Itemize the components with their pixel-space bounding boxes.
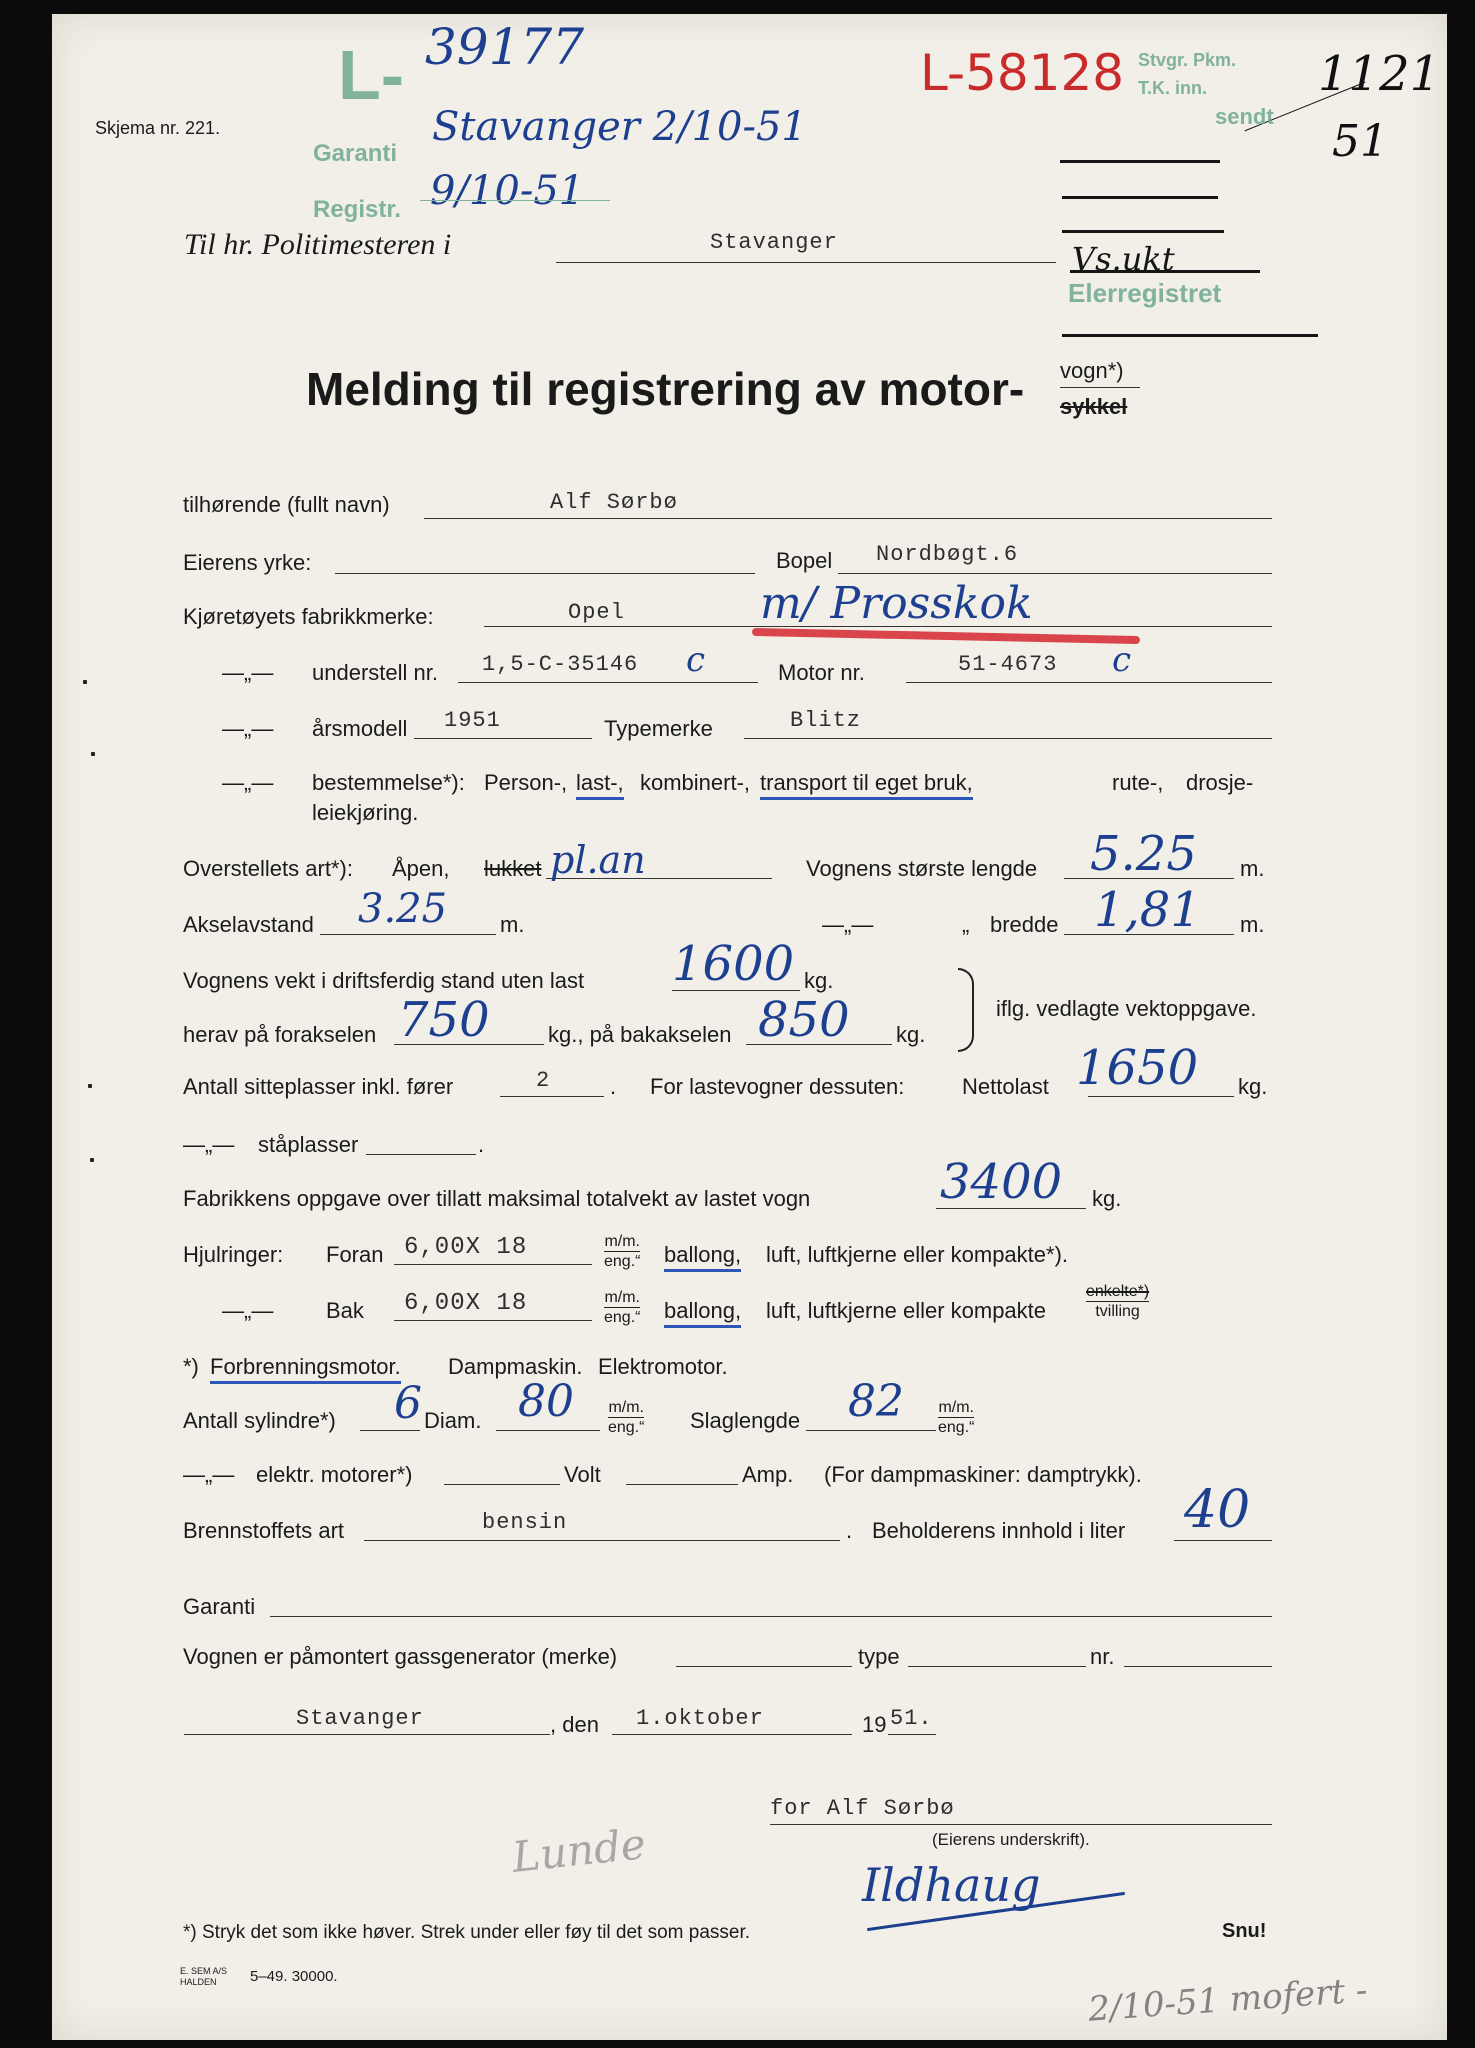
- purpose-line2: leiekjøring.: [312, 800, 419, 825]
- tyres-front-line: [394, 1264, 592, 1265]
- occupation-line: [335, 573, 755, 574]
- signature-typed: for Alf Sørbø: [770, 1796, 955, 1821]
- engine-opt-combustion: Forbrenningsmotor.: [210, 1354, 401, 1384]
- diam-unit-mm: m/m.: [608, 1399, 644, 1416]
- electric-label: elektr. motorer*): [256, 1462, 413, 1487]
- tyres-rear-opt-single: enkelte*): [1086, 1283, 1150, 1300]
- front-axle-label: herav på forakselen: [183, 1022, 377, 1047]
- fuel-dot: .: [846, 1518, 853, 1543]
- width-unit: m.: [1240, 912, 1265, 937]
- date-value: 1.oktober: [636, 1706, 764, 1731]
- margin-speck: [88, 1084, 92, 1088]
- standing-label: ståplasser: [258, 1132, 359, 1157]
- tyres-rear-value: 6,00X 18: [404, 1290, 528, 1317]
- gasgen-line: [676, 1666, 852, 1667]
- purpose-opt-last: last-,: [576, 770, 624, 800]
- tyres-rear-prefix: —„—: [222, 1298, 274, 1323]
- netload-unit: kg.: [1238, 1074, 1268, 1099]
- tyres-rear-opt-twin: tvilling: [1095, 1303, 1140, 1320]
- tyres-rear-unit-eng: eng.“: [604, 1309, 641, 1326]
- rear-axle-value: 850: [758, 992, 850, 1048]
- chassis-mark: c: [686, 640, 706, 680]
- standing-dot: .: [478, 1132, 485, 1157]
- purpose-opt-transport: transport til eget bruk,: [760, 770, 973, 800]
- schema-number: Skjema nr. 221.: [95, 118, 221, 138]
- tyres-rear-line: [394, 1320, 592, 1321]
- fuel-value: bensin: [482, 1510, 568, 1535]
- weight-label: Vognens vekt i driftsferdig stand uten last: [183, 968, 585, 993]
- stroke-unit-eng: eng.“: [938, 1419, 975, 1436]
- hand-garanti: Stavanger 2/10-51: [432, 104, 807, 150]
- tyres-label: Hjulringer:: [183, 1242, 284, 1267]
- cylinders-line: [360, 1430, 420, 1431]
- date-den: , den: [550, 1712, 599, 1737]
- owner-value: Alf Sørbø: [550, 490, 678, 515]
- maxweight-value: 3400: [940, 1154, 1063, 1210]
- modelyear-value: 1951: [444, 708, 501, 733]
- signature-faint: Lunde: [509, 1819, 648, 1882]
- red-number: L-58128: [920, 44, 1125, 102]
- width-value: 1,81: [1094, 882, 1201, 938]
- truck-label: For lastevogner dessuten:: [650, 1074, 905, 1099]
- seats-dot: .: [610, 1074, 617, 1099]
- stamp-line: [420, 200, 610, 201]
- title-opt-vogn: vogn*): [1060, 358, 1124, 383]
- body-opt-open: Åpen,: [392, 856, 450, 881]
- body-opt-closed: lukket: [484, 856, 542, 881]
- addressee-value: Stavanger: [710, 230, 838, 255]
- chassis-label: understell nr.: [312, 660, 438, 685]
- chassis-prefix: —„—: [222, 660, 274, 685]
- amp-label: Amp.: [742, 1462, 794, 1487]
- residence-value: Nordbøgt.6: [876, 542, 1019, 567]
- purpose-prefix: —„—: [222, 770, 274, 795]
- bottom-hand: 2/10-51 mofert -: [1086, 1970, 1369, 2030]
- place-value: Stavanger: [296, 1706, 424, 1731]
- tyres-front-unit-eng: eng.“: [604, 1253, 641, 1270]
- addressee-label: Til hr. Politimesteren i: [184, 228, 452, 261]
- length-label: Vognens største lengde: [806, 856, 1038, 881]
- make-hand: m/ Prosskok: [760, 578, 1033, 629]
- tank-label: Beholderens innhold i liter: [872, 1518, 1126, 1543]
- footer-note: *) Stryk det som ikke høver. Strek under eller føy til det som passer.: [183, 1922, 751, 1943]
- body-hand: pl.an: [550, 838, 646, 882]
- diam-unit: [608, 1398, 644, 1437]
- hand-registr: 9/10-51: [430, 168, 585, 214]
- motor-label: Motor nr.: [778, 660, 865, 685]
- tyres-rear-unit-mm: m/m.: [604, 1289, 640, 1306]
- purpose-label: bestemmelse*):: [312, 770, 465, 795]
- purpose-opt-kombinert: kombinert-,: [640, 770, 751, 795]
- signature-caption: (Eierens underskrift).: [932, 1830, 1090, 1849]
- stroke-label: Slaglengde: [690, 1408, 801, 1433]
- owner-line: [424, 518, 1272, 519]
- seats-value: 2: [536, 1068, 551, 1093]
- corner-stamp-2: T.K. inn.: [1138, 78, 1207, 98]
- residence-line: [838, 573, 1272, 574]
- steam-note: (For dampmaskiner: damptrykk).: [824, 1462, 1142, 1487]
- fuel-line: [364, 1540, 840, 1541]
- tyres-front-unit-mm: m/m.: [604, 1233, 640, 1250]
- diam-unit-eng: eng.“: [608, 1419, 645, 1436]
- netload-label: Nettolast: [962, 1074, 1049, 1099]
- tyres-front-pos: Foran: [326, 1242, 384, 1267]
- tyres-front-unit: [604, 1232, 640, 1271]
- modelyear-prefix: —„—: [222, 716, 274, 741]
- margin-strike-4: [1070, 270, 1260, 273]
- length-value: 5.25: [1090, 826, 1197, 882]
- motor-line: [906, 682, 1272, 683]
- volt-label: Volt: [564, 1462, 601, 1487]
- make-value: Opel: [568, 600, 625, 625]
- date-line: [612, 1734, 852, 1735]
- footer-snu: Snu!: [1222, 1920, 1267, 1942]
- owner-label: tilhørende (fullt navn): [183, 492, 390, 517]
- netload-value: 1650: [1076, 1040, 1199, 1096]
- purpose-opt-person: Person-,: [484, 770, 568, 795]
- margin-strike-5: [1062, 334, 1318, 337]
- chassis-value: 1,5-C-35146: [482, 652, 639, 677]
- wheelbase-value: 3.25: [358, 886, 448, 932]
- residence-label: Bopel: [776, 548, 833, 573]
- cylinders-value: 6: [394, 1378, 422, 1429]
- margin-strike-2: [1062, 196, 1218, 199]
- axle-note: iflg. vedlagte vektoppgave.: [996, 996, 1257, 1021]
- tyres-rear-unit: [604, 1288, 640, 1327]
- margin-strike-1: [1060, 160, 1220, 163]
- engine-star: *): [183, 1354, 199, 1379]
- width-quote: „: [962, 912, 970, 937]
- length-unit: m.: [1240, 856, 1265, 881]
- margin-stamp-1: sendt: [1215, 104, 1274, 129]
- tyres-front-ballong: ballong,: [664, 1242, 741, 1272]
- tyres-front-rest: luft, luftkjerne eller kompakte*).: [766, 1242, 1069, 1267]
- printer-name: E. SEM A/S: [180, 1966, 228, 1976]
- maxweight-label: Fabrikkens oppgave over tillatt maksimal totalvekt av lastet vogn: [183, 1186, 811, 1211]
- tyres-front-value: 6,00X 18: [404, 1234, 528, 1261]
- tyres-rear-pos: Bak: [326, 1298, 364, 1323]
- addressee-line: [556, 262, 1056, 263]
- signature-hand: Ildhaug: [862, 1858, 1041, 1912]
- tyres-rear-ballong: ballong,: [664, 1298, 741, 1328]
- tyres-rear-mount: [1086, 1282, 1149, 1321]
- stamp-garanti: Garanti: [313, 140, 398, 167]
- purpose-opt-drosje: drosje-: [1186, 770, 1254, 795]
- width-label: bredde: [990, 912, 1059, 937]
- gasgen-type-label: type: [858, 1644, 900, 1669]
- weight-value: 1600: [672, 936, 795, 992]
- purpose-opt-rute: rute-,: [1112, 770, 1164, 795]
- margin-stamp-2: Elerregistret: [1068, 278, 1222, 308]
- cylinders-label: Antall sylindre*): [183, 1408, 336, 1433]
- typemark-line: [744, 738, 1272, 739]
- stroke-unit: [938, 1398, 974, 1437]
- typemark-label: Typemerke: [604, 716, 713, 741]
- weight-unit: kg.: [804, 968, 834, 993]
- form-title: Melding til registrering av motor-: [306, 363, 1025, 415]
- corner-hand-1: 1121: [1318, 46, 1441, 102]
- maxweight-unit: kg.: [1092, 1186, 1122, 1211]
- corner-hand-2: 51: [1332, 116, 1388, 167]
- guarantee-label: Garanti: [183, 1594, 256, 1619]
- seats-line: [500, 1096, 604, 1097]
- chassis-line: [458, 682, 758, 683]
- stroke-value: 82: [848, 1376, 904, 1427]
- margin-speck: [91, 752, 95, 756]
- netload-line: [1088, 1096, 1234, 1097]
- motor-value: 51-4673: [958, 652, 1058, 677]
- gasgen-label: Vognen er påmontert gassgenerator (merke): [183, 1644, 618, 1669]
- diam-line: [496, 1430, 600, 1431]
- stamp-l: L-: [338, 36, 405, 114]
- diam-value: 80: [518, 1376, 574, 1427]
- stroke-line: [806, 1430, 936, 1431]
- tank-line: [1174, 1540, 1272, 1541]
- engine-opt-electric: Elektromotor.: [598, 1354, 728, 1379]
- tyres-rear-rest: luft, luftkjerne eller kompakte: [766, 1298, 1047, 1323]
- hand-number: 39177: [425, 18, 585, 76]
- electric-line: [444, 1484, 560, 1485]
- electric-prefix: —„—: [183, 1462, 235, 1487]
- year-prefix: 19: [862, 1712, 887, 1737]
- width-prefix: —„—: [822, 912, 874, 937]
- margin-strike-3: [1062, 230, 1224, 233]
- corner-stamp-1: Stvgr. Pkm.: [1138, 50, 1237, 70]
- occupation-label: Eierens yrke:: [183, 550, 312, 575]
- front-axle-unit: kg., på bakakselen: [548, 1022, 732, 1047]
- gasgen-type-line: [908, 1666, 1086, 1667]
- margin-hand: Vs.ukt: [1072, 240, 1175, 278]
- typemark-value: Blitz: [790, 708, 862, 733]
- modelyear-label: årsmodell: [312, 716, 408, 741]
- front-axle-value: 750: [398, 992, 490, 1048]
- make-label: Kjøretøyets fabrikkmerke:: [183, 604, 434, 629]
- modelyear-line: [414, 738, 592, 739]
- volt-line: [626, 1484, 738, 1485]
- engine-opt-steam: Dampmaskin.: [448, 1354, 583, 1379]
- tank-value: 40: [1184, 1480, 1251, 1540]
- year-line: [888, 1734, 936, 1735]
- stamp-registr: Registr.: [313, 196, 402, 223]
- signature-line: [770, 1824, 1272, 1825]
- gasgen-nr-line: [1124, 1666, 1272, 1667]
- rear-axle-unit: kg.: [896, 1022, 926, 1047]
- standing-prefix: —„—: [183, 1132, 235, 1157]
- print-run: 5–49. 30000.: [250, 1968, 338, 1985]
- margin-speck: [83, 680, 87, 684]
- stroke-unit-mm: m/m.: [938, 1399, 974, 1416]
- guarantee-line: [270, 1616, 1272, 1617]
- year-suffix: 51.: [890, 1706, 933, 1731]
- printer-city: HALDEN: [180, 1977, 217, 1987]
- gasgen-nr-label: nr.: [1090, 1644, 1115, 1669]
- wheelbase-line: [320, 934, 496, 935]
- motor-mark: c: [1112, 640, 1132, 680]
- fuel-label: Brennstoffets art: [183, 1518, 345, 1543]
- title-opt-divider: [1060, 387, 1140, 388]
- wheelbase-label: Akselavstand: [183, 912, 314, 937]
- margin-speck: [90, 1158, 94, 1162]
- standing-line: [366, 1154, 476, 1155]
- place-line: [184, 1734, 550, 1735]
- seats-label: Antall sitteplasser inkl. fører: [183, 1074, 454, 1099]
- body-label: Overstellets art*):: [183, 856, 353, 881]
- axle-brace: [958, 968, 974, 1052]
- title-opt-sykkel: sykkel: [1060, 394, 1128, 419]
- diam-label: Diam.: [424, 1408, 482, 1433]
- wheelbase-unit: m.: [500, 912, 525, 937]
